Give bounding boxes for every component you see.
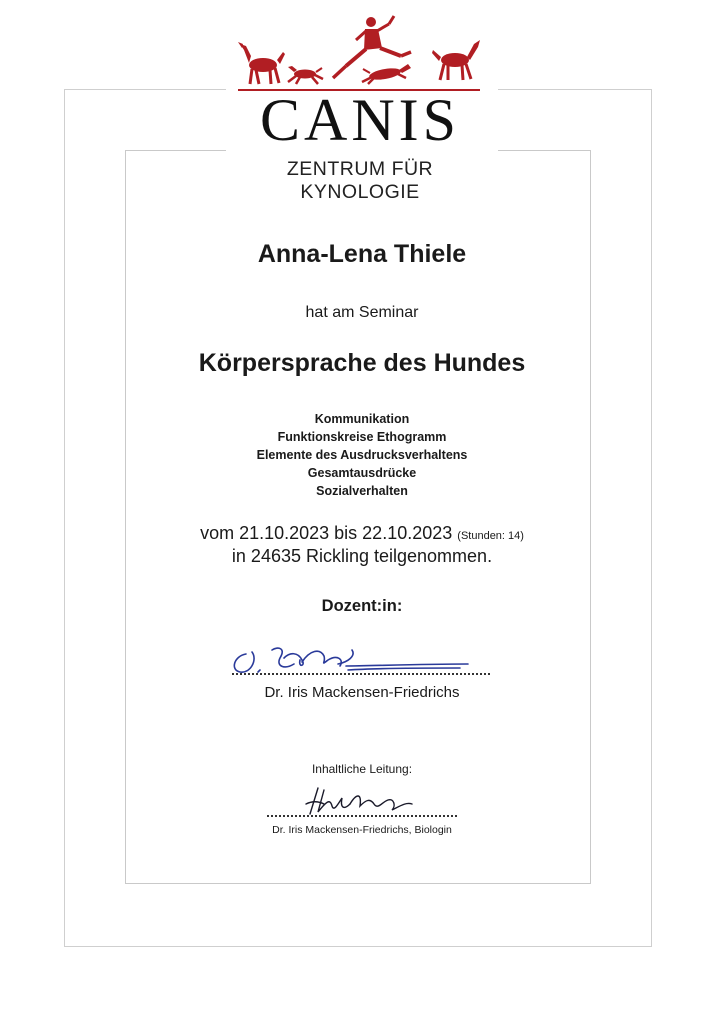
brand-subtitle: ZENTRUM FÜR KYNOLOGIE xyxy=(286,158,434,203)
lead-name: Dr. Iris Mackensen-Friedrichs, Biologin xyxy=(272,824,452,836)
course-title: Körpersprache des Hundes xyxy=(198,349,526,377)
dogs-and-runner-icon xyxy=(0,0,724,100)
lead-label: Inhaltliche Leitung: xyxy=(311,762,413,776)
standing-dog-icon xyxy=(238,42,285,84)
brand-name: CANIS xyxy=(259,87,461,153)
leaping-dog-icon xyxy=(362,64,411,84)
signature-line xyxy=(267,815,457,817)
topic-item: Elemente des Ausdrucksverhaltens xyxy=(256,448,468,462)
standing-dog-icon xyxy=(432,40,480,80)
running-dog-icon xyxy=(288,66,323,84)
intro-text: hat am Seminar xyxy=(305,304,419,321)
lecturer-label: Dozent:in: xyxy=(321,597,403,615)
topic-item: Gesamtausdrücke xyxy=(307,466,417,480)
signature-icon xyxy=(228,636,478,682)
topic-item: Sozialverhalten xyxy=(316,484,408,498)
signature-line xyxy=(232,673,490,675)
date-range: vom 21.10.2023 bis 22.10.2023 xyxy=(200,523,453,543)
topic-item: Kommunikation xyxy=(314,412,410,426)
lecturer-name: Dr. Iris Mackensen-Friedrichs xyxy=(264,684,460,701)
topic-item: Funktionskreise Ethogramm xyxy=(277,430,447,444)
recipient-name: Anna-Lena Thiele xyxy=(257,240,467,268)
topic-list xyxy=(0,410,724,500)
runner-icon xyxy=(333,16,411,78)
hours-note: (Stunden: 14) xyxy=(457,530,524,542)
place-line: in 24635 Rickling teilgenommen. xyxy=(231,546,493,566)
date-line xyxy=(0,523,724,544)
